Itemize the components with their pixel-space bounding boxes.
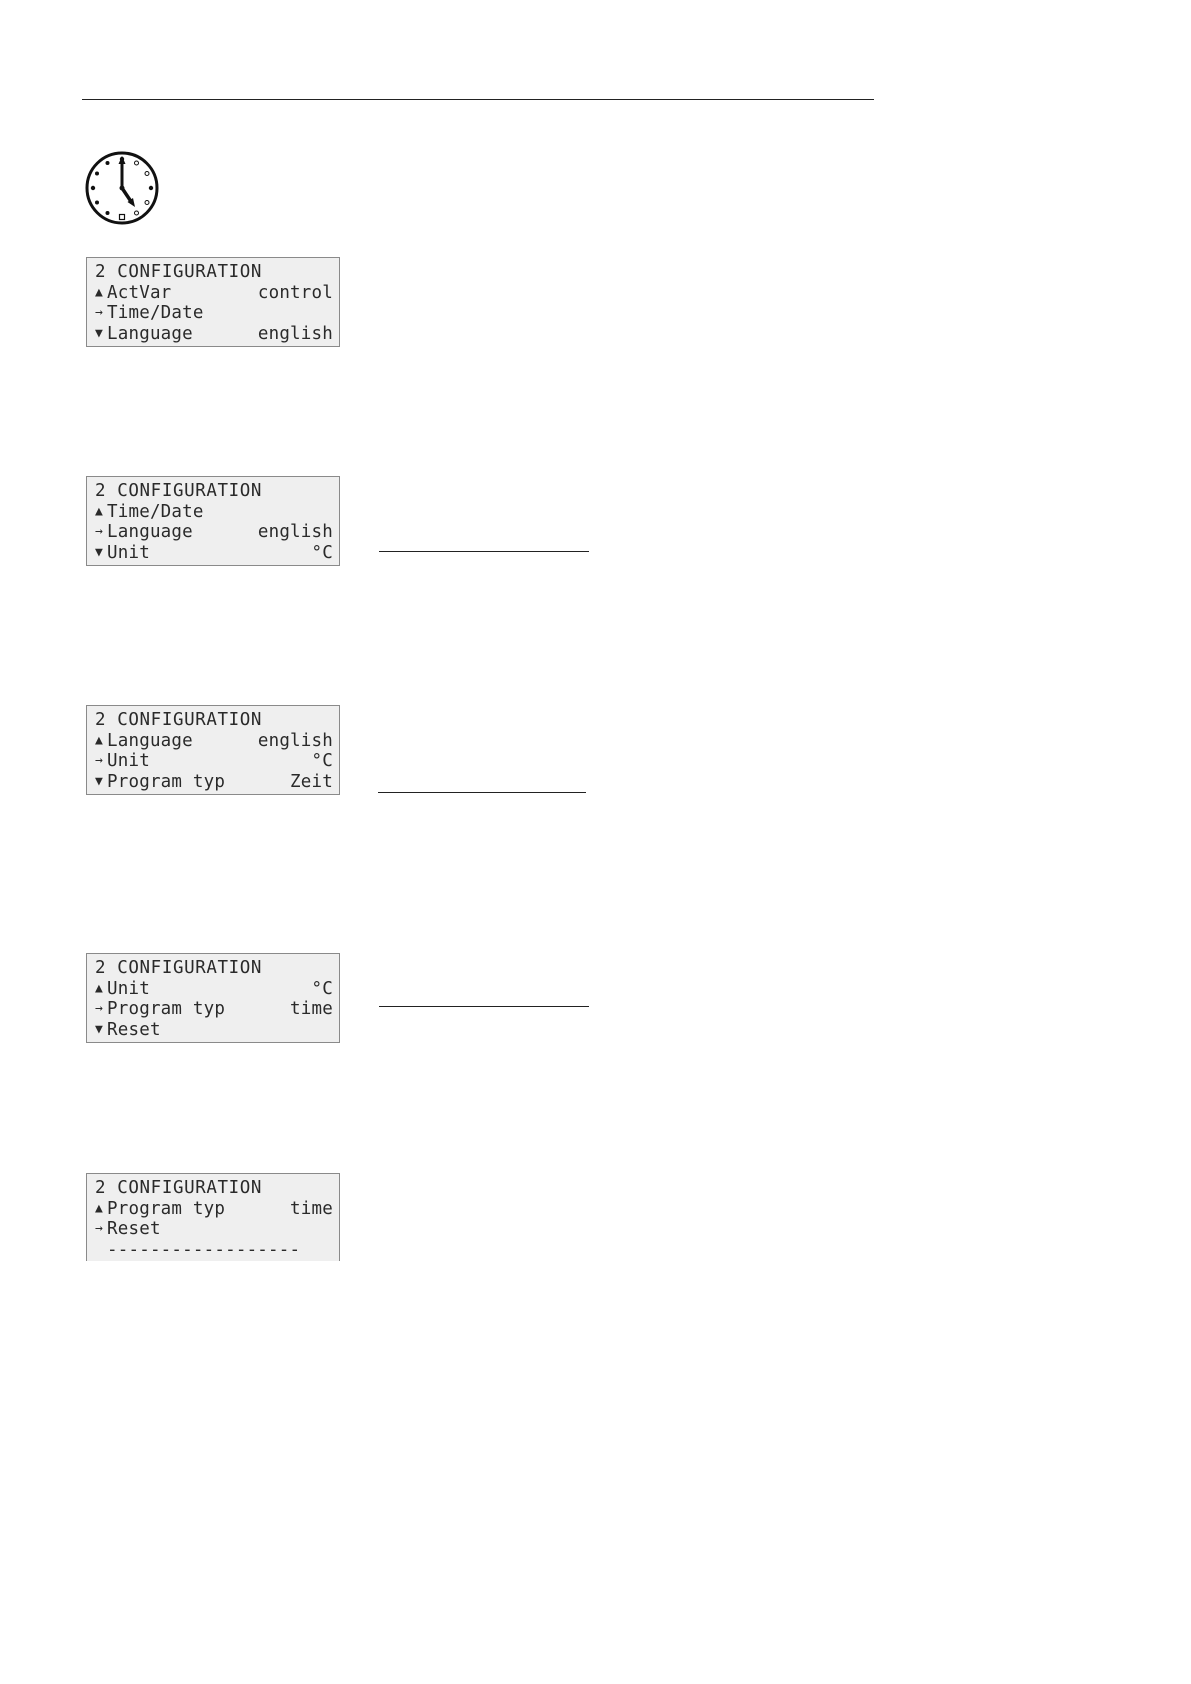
scroll-up-icon: ▲ xyxy=(95,503,104,519)
clock-icon xyxy=(84,150,160,226)
cursor-arrow-icon: → xyxy=(95,305,104,320)
lcd-row-selected[interactable] xyxy=(95,522,333,543)
menu-item-value: control xyxy=(257,282,333,303)
menu-item-value: english xyxy=(257,730,333,751)
lcd-title: 2 CONFIGURATION xyxy=(95,262,263,282)
lcd-screen-3 xyxy=(86,705,340,795)
menu-item-label: Reset xyxy=(107,1019,161,1040)
menu-item-label: Language xyxy=(107,522,193,542)
scroll-down-icon: ▼ xyxy=(95,773,104,789)
menu-item-value: time xyxy=(290,999,333,1019)
menu-item-label: Time/Date xyxy=(107,501,204,522)
menu-item-value: °C xyxy=(311,978,333,999)
lcd-title: 2 CONFIGURATION xyxy=(95,1178,263,1198)
menu-item-value: english xyxy=(257,323,333,344)
lcd-row-selected[interactable] xyxy=(95,303,333,324)
menu-item-value: Zeit xyxy=(290,771,333,792)
menu-item-label: Program typ xyxy=(107,771,226,792)
scroll-up-icon: ▲ xyxy=(95,732,104,748)
menu-item-label: Time/Date xyxy=(107,303,204,323)
lcd-screen-1 xyxy=(86,257,340,347)
short-rule xyxy=(378,792,586,793)
scroll-down-icon: ▼ xyxy=(95,325,104,341)
menu-item-value: °C xyxy=(311,751,333,771)
lcd-row[interactable] xyxy=(95,324,333,345)
menu-item-label: Program typ xyxy=(107,999,226,1019)
menu-item-label: Unit xyxy=(107,751,150,771)
header-rule xyxy=(82,99,874,100)
lcd-title: 2 CONFIGURATION xyxy=(95,481,263,501)
lcd-row[interactable] xyxy=(95,543,333,564)
menu-item-value: time xyxy=(290,1198,333,1219)
lcd-row[interactable] xyxy=(95,731,333,752)
menu-item-label: Reset xyxy=(107,1219,161,1239)
short-rule xyxy=(379,1006,589,1007)
lcd-row-selected[interactable] xyxy=(95,751,333,772)
lcd-title: 2 CONFIGURATION xyxy=(95,958,263,978)
lcd-screen-5 xyxy=(86,1173,340,1261)
lcd-screen-4 xyxy=(86,953,340,1043)
scroll-down-icon: ▼ xyxy=(95,544,104,560)
lcd-row[interactable] xyxy=(95,283,333,304)
lcd-row[interactable] xyxy=(95,979,333,1000)
menu-item-label: Language xyxy=(107,323,193,344)
cursor-arrow-icon: → xyxy=(95,1221,104,1236)
lcd-row-selected[interactable] xyxy=(95,999,333,1020)
menu-item-label: Unit xyxy=(107,542,150,563)
menu-item-label: Program typ xyxy=(107,1198,226,1219)
short-rule xyxy=(379,551,589,552)
lcd-title: 2 CONFIGURATION xyxy=(95,710,263,730)
lcd-row[interactable] xyxy=(95,772,333,793)
scroll-down-icon: ▼ xyxy=(95,1021,104,1037)
menu-item-value: °C xyxy=(311,542,333,563)
menu-item-label: ActVar xyxy=(107,282,172,303)
menu-item-value: english xyxy=(257,522,333,542)
end-of-list-dashes: ------------------ xyxy=(107,1239,301,1260)
lcd-row-selected[interactable] xyxy=(95,1219,333,1240)
lcd-row[interactable] xyxy=(95,1199,333,1220)
lcd-row[interactable] xyxy=(95,1020,333,1041)
menu-item-label: Language xyxy=(107,730,193,751)
cursor-arrow-icon: → xyxy=(95,524,104,539)
scroll-up-icon: ▲ xyxy=(95,284,104,300)
scroll-up-icon: ▲ xyxy=(95,980,104,996)
cursor-arrow-icon: → xyxy=(95,1001,104,1016)
lcd-screen-2 xyxy=(86,476,340,566)
cursor-arrow-icon: → xyxy=(95,753,104,768)
menu-item-label: Unit xyxy=(107,978,150,999)
lcd-row[interactable] xyxy=(95,502,333,523)
scroll-up-icon: ▲ xyxy=(95,1200,104,1216)
row-marker xyxy=(95,1240,107,1261)
lcd-row xyxy=(95,1240,333,1261)
